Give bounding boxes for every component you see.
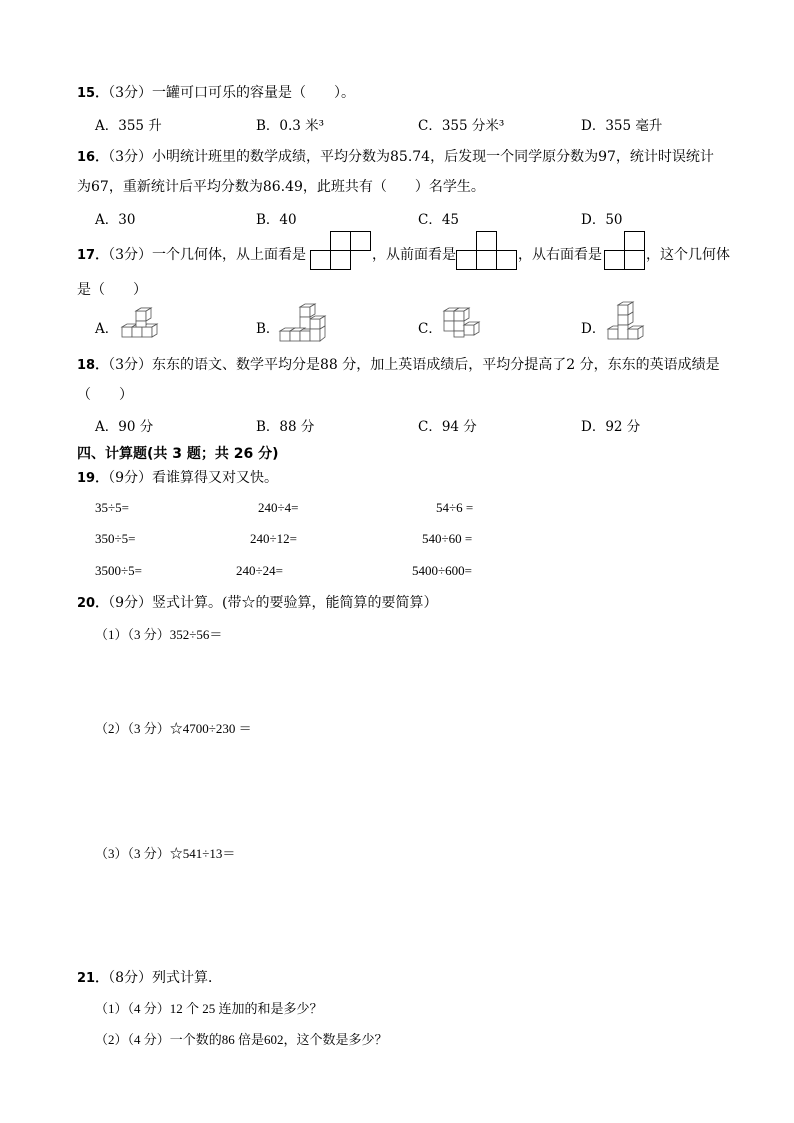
- front-view-figure: [456, 231, 518, 271]
- sub-question: （3）（3 分）☆541÷13＝: [95, 846, 236, 861]
- question-number: 18．: [77, 358, 109, 373]
- question-stem-part1: （3分）一个几何体，从上面看是: [108, 247, 307, 263]
- calc-item: 35÷5=: [95, 500, 129, 515]
- option-b: B．88 分: [256, 419, 315, 435]
- calc-item: 3500÷5=: [95, 563, 142, 578]
- question-stem-line2: 是（ ）: [77, 282, 147, 298]
- question-number: 21．: [77, 971, 109, 986]
- question-stem-line2: （ ）: [77, 387, 133, 403]
- question-stem-part2: ，从前面看是: [372, 247, 456, 263]
- section-heading: 四、计算题(共 3 题；共 26 分): [77, 446, 279, 462]
- calc-item: 240÷4=: [258, 500, 299, 515]
- option-a: A．355 升: [95, 118, 162, 134]
- question-18: [77, 354, 720, 374]
- option-a: A．: [95, 321, 119, 337]
- sub-question: （2）（3 分）☆4700÷230 ＝: [95, 721, 252, 736]
- question-number: 16．: [77, 150, 109, 165]
- question-15: [77, 82, 355, 102]
- option-b-cubes-figure: [276, 301, 336, 345]
- sub-question: （1）（3 分）352÷56＝: [95, 627, 223, 642]
- question-number: 20．: [77, 596, 109, 611]
- question-20: [77, 592, 437, 612]
- calc-item: 350÷5=: [95, 531, 136, 546]
- question-stem: （9分）竖式计算。(带☆的要验算，能简算的要简算）: [108, 595, 438, 611]
- option-b: B．: [256, 321, 280, 337]
- option-d: D．92 分: [581, 419, 641, 435]
- right-view-figure: [604, 231, 646, 271]
- question-19: [77, 467, 278, 487]
- calc-item: 540÷60 =: [422, 531, 473, 546]
- option-c: C．45: [418, 212, 460, 228]
- option-a-cubes-figure: [116, 303, 168, 343]
- option-c: C．: [418, 321, 442, 337]
- question-21: [77, 967, 222, 987]
- option-b: B．0.3 米³: [256, 118, 325, 134]
- question-number: 17．: [77, 248, 109, 263]
- question-stem: （8分）列式计算．: [108, 970, 223, 986]
- calc-item: 54÷6 =: [436, 500, 474, 515]
- question-number: 15．: [77, 86, 109, 101]
- question-number: 19．: [77, 471, 109, 486]
- option-c: C．355 分米³: [418, 118, 505, 134]
- option-c-cubes-figure: [438, 303, 490, 343]
- option-a: A．90 分: [95, 419, 154, 435]
- sub-question: （2）（4 分）一个数的86 倍是602，这个数是多少？: [95, 1032, 388, 1047]
- option-b: B．40: [256, 212, 297, 228]
- calc-item: 240÷12=: [250, 531, 297, 546]
- option-d: D．355 毫升: [581, 118, 663, 134]
- calc-item: 5400÷600=: [412, 563, 472, 578]
- question-16: [77, 146, 714, 166]
- question-stem: （3分）一罐可口可乐的容量是（ ）。: [108, 85, 355, 101]
- option-d: D．50: [581, 212, 623, 228]
- question-stem-line1: （3分）东东的语文、数学平均分是88 分，加上英语成绩后，平均分提高了2 分，东东的英语成绩是: [108, 357, 720, 373]
- calc-item: 240÷24=: [236, 563, 283, 578]
- question-stem-line1: （3分）小明统计班里的数学成绩，平均分数为85.74，后发现一个同学原分数为97，统计时误统计: [108, 149, 714, 165]
- sub-question: （1）（4 分）12 个 25 连加的和是多少？: [95, 1001, 323, 1016]
- question-stem-part3: ，从右面看是: [518, 247, 602, 263]
- option-d: D．: [581, 321, 606, 337]
- option-a: A．30: [95, 212, 136, 228]
- question-stem: （9分）看谁算得又对又快。: [108, 470, 279, 486]
- question-17: [77, 244, 306, 264]
- question-stem-part4: ，这个几何体: [646, 247, 730, 263]
- question-stem-line2: 为67，重新统计后平均分数为86.49，此班共有（ ）名学生。: [77, 179, 485, 195]
- top-view-figure: [310, 231, 372, 271]
- option-d-cubes-figure: [604, 299, 648, 343]
- option-c: C．94 分: [418, 419, 477, 435]
